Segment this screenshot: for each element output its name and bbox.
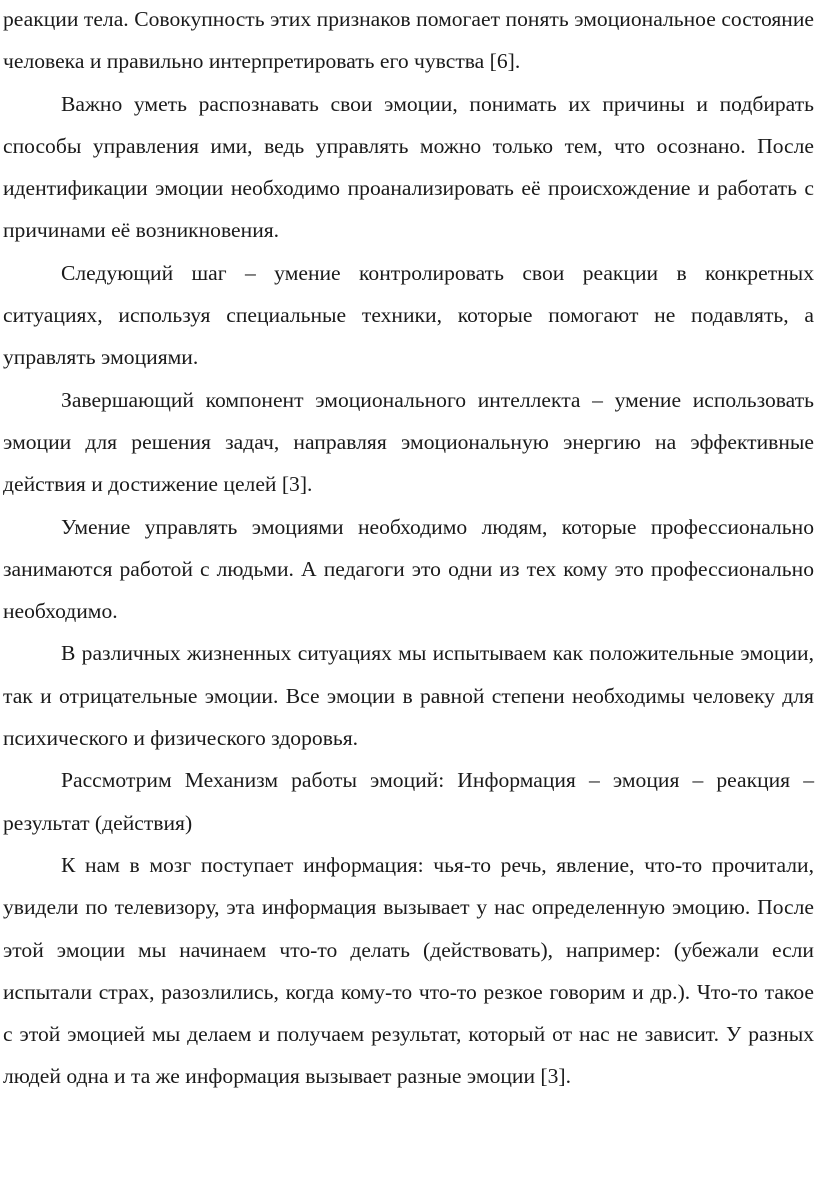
paragraph: Умение управлять эмоциями необходимо людям, которые профессионально занимаются работой с людьми. А педагоги это одни из тех кому это профессионально необходимо. — [3, 514, 814, 624]
document-body — [3, 0, 814, 1098]
paragraph: В различных жизненных ситуациях мы испытываем как положительные эмоции, так и отрицательные эмоции. Все эмоции в равной степени необходимы человеку для психического и физического здоровья. — [3, 641, 814, 751]
paragraph: Следующий шаг – умение контролировать свои реакции в конкретных ситуациях, используя специальные техники, которые помогают не подавлять, а управлять эмоциями. — [3, 260, 814, 370]
paragraph: Рассмотрим Механизм работы эмоций: Информация – эмоция – реакция – результат (действия) — [3, 768, 814, 835]
paragraph: Важно уметь распознавать свои эмоции, понимать их причины и подбирать способы управления ими, ведь управлять можно только тем, что осознано. После идентификации эмоции необходимо проанализировать её происхождение и работать с причинами её возникновения. — [3, 91, 814, 243]
paragraph-continuation: реакции тела. Совокупность этих признаков помогает понять эмоциональное состояние человека и правильно интерпретировать его чувства [6]. — [3, 7, 814, 74]
paragraph: К нам в мозг поступает информация: чья-то речь, явление, что-то прочитали, увидели по телевизору, эта информация вызывает у нас определенную эмоцию. После этой эмоции мы начинаем что-то делать (действовать), например: (убежали если испытали страх, разозлились, когда кому-то что-то резкое говорим и др.). Что-то такое с этой эмоцией мы делаем и получаем результат, который от нас не зависит. У разных людей одна и та же информация вызывает разные эмоции [3]. — [3, 852, 814, 1089]
paragraph: Завершающий компонент эмоционального интеллекта – умение использовать эмоции для решения задач, направляя эмоциональную энергию на эффективные действия и достижение целей [3]. — [3, 387, 814, 497]
